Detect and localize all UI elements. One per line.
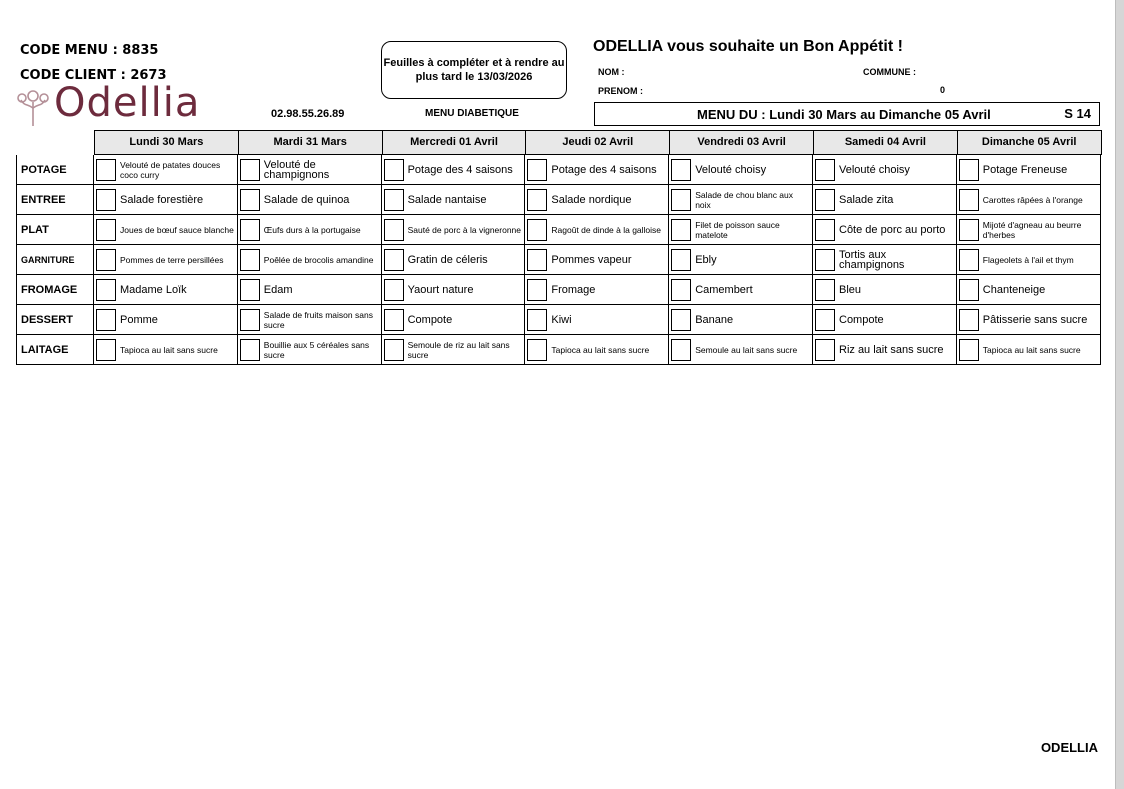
- choice-checkbox[interactable]: [815, 189, 835, 211]
- choice-checkbox[interactable]: [96, 339, 116, 361]
- row-label: PLAT: [16, 215, 94, 245]
- dish-name: Salade zita: [839, 194, 894, 206]
- code-client: CODE CLIENT : 2673: [20, 68, 167, 83]
- row-label: DESSERT: [16, 305, 94, 335]
- choice-checkbox[interactable]: [959, 279, 979, 301]
- menu-cell: [669, 335, 813, 365]
- choice-checkbox[interactable]: [527, 189, 547, 211]
- dish-name: Riz au lait sans sucre: [839, 344, 944, 356]
- menu-period: MENU DU : Lundi 30 Mars au Dimanche 05 Avril: [697, 107, 991, 122]
- dish-name: Ebly: [695, 254, 717, 266]
- dish-name: Salade forestière: [120, 194, 204, 206]
- menu-cell: [525, 245, 669, 275]
- dish-name: Fromage: [551, 284, 596, 296]
- choice-checkbox[interactable]: [959, 339, 979, 361]
- menu-cell: [525, 305, 669, 335]
- choice-checkbox[interactable]: [527, 279, 547, 301]
- menu-cell: [813, 215, 957, 245]
- code-menu: CODE MENU : 8835: [20, 43, 159, 58]
- menu-cell: [238, 155, 382, 185]
- dish-name: Kiwi: [551, 314, 572, 326]
- menu-cell: [957, 245, 1101, 275]
- dish-name: Velouté choisy: [839, 164, 910, 176]
- choice-checkbox[interactable]: [96, 249, 116, 271]
- dish-name: Pomme: [120, 314, 158, 326]
- menu-cell: [94, 215, 238, 245]
- dish-name: Pâtisserie sans sucre: [982, 314, 1088, 326]
- dish-name: Salade nordique: [551, 194, 632, 206]
- day-header-jeudi-02-avril: Jeudi 02 Avril: [525, 130, 670, 155]
- menu-cell: [669, 215, 813, 245]
- choice-checkbox[interactable]: [527, 339, 547, 361]
- dish-name: Carottes râpées à l'orange: [982, 195, 1083, 205]
- menu-row-plat: [16, 215, 1101, 245]
- menu-cell: [957, 335, 1101, 365]
- choice-checkbox[interactable]: [96, 219, 116, 241]
- menu-cell: [238, 305, 382, 335]
- phone-number: 02.98.55.26.89: [271, 108, 345, 120]
- choice-checkbox[interactable]: [671, 249, 691, 271]
- choice-checkbox[interactable]: [959, 219, 979, 241]
- dish-name: Yaourt nature: [407, 284, 474, 296]
- choice-checkbox[interactable]: [96, 279, 116, 301]
- dish-name: Ragoût de dinde à la galloise: [551, 225, 662, 235]
- choice-checkbox[interactable]: [959, 159, 979, 181]
- dish-name: Camembert: [695, 284, 753, 296]
- menu-cell: [94, 155, 238, 185]
- commune-label: COMMUNE :: [863, 67, 916, 77]
- dish-name: Semoule au lait sans sucre: [695, 345, 798, 355]
- choice-checkbox[interactable]: [671, 279, 691, 301]
- choice-checkbox[interactable]: [527, 249, 547, 271]
- menu-cell: [238, 335, 382, 365]
- week-number: S 14: [1064, 106, 1091, 121]
- tree-icon: [16, 88, 50, 128]
- row-label: POTAGE: [16, 155, 94, 185]
- menu-period-box: [594, 102, 1100, 126]
- choice-checkbox[interactable]: [671, 219, 691, 241]
- choice-checkbox[interactable]: [384, 309, 404, 331]
- choice-checkbox[interactable]: [384, 249, 404, 271]
- menu-cell: [238, 245, 382, 275]
- dish-name: Semoule de riz au lait sans sucre: [407, 340, 510, 360]
- menu-cell: [813, 245, 957, 275]
- dish-name: Salade de chou blanc aux noix: [695, 190, 794, 210]
- dish-name: Sauté de porc à la vigneronne: [407, 225, 522, 235]
- menu-cell: [813, 305, 957, 335]
- dish-name: Compote: [407, 314, 453, 326]
- dish-name: Compote: [839, 314, 884, 326]
- row-label: GARNITURE: [16, 245, 94, 275]
- choice-checkbox[interactable]: [96, 189, 116, 211]
- menu-cell: [813, 335, 957, 365]
- menu-cell: [94, 275, 238, 305]
- menu-cell: [813, 155, 957, 185]
- menu-cell: [94, 185, 238, 215]
- day-header-dimanche-05-avril: Dimanche 05 Avril: [957, 130, 1102, 155]
- day-header-lundi-30-mars: Lundi 30 Mars: [94, 130, 239, 155]
- dish-name: Edam: [263, 284, 293, 296]
- menu-cell: [238, 185, 382, 215]
- menu-cell: [813, 185, 957, 215]
- menu-row-potage: [16, 155, 1101, 185]
- menu-cell: [525, 155, 669, 185]
- menu-cell: [813, 275, 957, 305]
- day-header-vendredi-03-avril: Vendredi 03 Avril: [669, 130, 814, 155]
- dish-name: Pommes vapeur: [551, 254, 632, 266]
- prenom-label: PRENOM :: [598, 86, 643, 96]
- choice-checkbox[interactable]: [96, 309, 116, 331]
- dish-name: Potage Freneuse: [982, 164, 1068, 176]
- choice-checkbox[interactable]: [384, 339, 404, 361]
- day-header-mardi-31-mars: Mardi 31 Mars: [238, 130, 383, 155]
- menu-cell: [94, 245, 238, 275]
- menu-cell: [525, 335, 669, 365]
- dish-name: Tapioca au lait sans sucre: [120, 345, 218, 355]
- menu-cell: [94, 335, 238, 365]
- dish-name: Pommes de terre persillées: [120, 255, 224, 265]
- menu-cell: [669, 275, 813, 305]
- menu-type: MENU DIABETIQUE: [425, 108, 519, 119]
- choice-checkbox[interactable]: [815, 339, 835, 361]
- dish-name: Tapioca au lait sans sucre: [982, 345, 1081, 355]
- dish-name: Tortis aux champignons: [839, 249, 905, 271]
- dish-name: Joues de bœuf sauce blanche: [120, 225, 234, 235]
- dish-name: Velouté de patates douces coco curry: [120, 160, 221, 180]
- menu-cell: [525, 215, 669, 245]
- dish-name: Filet de poisson sauce matelote: [695, 220, 780, 240]
- menu-cell: [382, 335, 526, 365]
- choice-checkbox[interactable]: [240, 279, 260, 301]
- commune-value: 0: [940, 85, 946, 95]
- menu-cell: [525, 275, 669, 305]
- choice-checkbox[interactable]: [384, 189, 404, 211]
- dish-name: Potage des 4 saisons: [407, 164, 513, 176]
- choice-checkbox[interactable]: [815, 219, 835, 241]
- choice-checkbox[interactable]: [527, 159, 547, 181]
- menu-cell: [669, 185, 813, 215]
- choice-checkbox[interactable]: [815, 309, 835, 331]
- choice-checkbox[interactable]: [384, 219, 404, 241]
- day-header-mercredi-01-avril: Mercredi 01 Avril: [382, 130, 527, 155]
- dish-name: Salade nantaise: [407, 194, 487, 206]
- choice-checkbox[interactable]: [96, 159, 116, 181]
- odellia-logo: [16, 80, 216, 130]
- choice-checkbox[interactable]: [527, 219, 547, 241]
- menu-cell: [957, 215, 1101, 245]
- choice-checkbox[interactable]: [815, 159, 835, 181]
- dish-name: Velouté de champignons: [263, 159, 330, 181]
- menu-cell: [238, 275, 382, 305]
- dish-name: Poêlée de brocolis amandine: [263, 255, 374, 265]
- nom-label: NOM :: [598, 67, 625, 77]
- menu-cell: [382, 185, 526, 215]
- dish-name: Gratin de céleris: [407, 254, 488, 266]
- dish-name: Bouillie aux 5 céréales sans sucre: [263, 340, 370, 360]
- scrollbar[interactable]: [1115, 0, 1124, 789]
- menu-row-entree: [16, 185, 1101, 215]
- footer-brand: ODELLIA: [1040, 740, 1098, 755]
- choice-checkbox[interactable]: [815, 249, 835, 271]
- menu-cell: [957, 305, 1101, 335]
- choice-checkbox[interactable]: [959, 249, 979, 271]
- menu-cell: [669, 155, 813, 185]
- choice-checkbox[interactable]: [384, 159, 404, 181]
- menu-row-laitage: [16, 335, 1101, 365]
- dish-name: Potage des 4 saisons: [551, 164, 657, 176]
- dish-name: Madame Loïk: [120, 284, 187, 296]
- choice-checkbox[interactable]: [240, 159, 260, 181]
- dish-name: Mijoté d'agneau au beurre d'herbes: [982, 220, 1082, 240]
- menu-cell: [382, 245, 526, 275]
- dish-name: Velouté choisy: [695, 164, 767, 176]
- menu-cell: [382, 305, 526, 335]
- menu-row-dessert: [16, 305, 1101, 335]
- choice-checkbox[interactable]: [671, 189, 691, 211]
- dish-name: Salade de quinoa: [263, 194, 350, 206]
- menu-cell: [382, 275, 526, 305]
- row-label: LAITAGE: [16, 335, 94, 365]
- logo-text: Odellia: [54, 80, 201, 126]
- row-label: ENTREE: [16, 185, 94, 215]
- menu-row-garniture: [16, 245, 1101, 275]
- menu-cell: [94, 305, 238, 335]
- dish-name: Œufs durs à la portugaise: [263, 225, 361, 235]
- choice-checkbox[interactable]: [240, 309, 260, 331]
- choice-checkbox[interactable]: [240, 339, 260, 361]
- choice-checkbox[interactable]: [527, 309, 547, 331]
- dish-name: Salade de fruits maison sans sucre: [263, 310, 373, 330]
- choice-checkbox[interactable]: [240, 249, 260, 271]
- dish-name: Chanteneige: [982, 284, 1046, 296]
- menu-cell: [238, 215, 382, 245]
- choice-checkbox[interactable]: [240, 189, 260, 211]
- dish-name: Tapioca au lait sans sucre: [551, 345, 650, 355]
- row-label: FROMAGE: [16, 275, 94, 305]
- menu-cell: [957, 275, 1101, 305]
- choice-checkbox[interactable]: [959, 189, 979, 211]
- choice-checkbox[interactable]: [671, 339, 691, 361]
- dish-name: Banane: [695, 314, 734, 326]
- menu-cell: [525, 185, 669, 215]
- menu-cell: [669, 305, 813, 335]
- menu-cell: [669, 245, 813, 275]
- dish-name: Bleu: [839, 284, 862, 296]
- greeting: ODELLIA vous souhaite un Bon Appétit !: [593, 38, 903, 55]
- menu-cell: [382, 155, 526, 185]
- dish-name: Flageolets à l'ail et thym: [982, 255, 1074, 265]
- day-header-samedi-04-avril: Samedi 04 Avril: [813, 130, 958, 155]
- choice-checkbox[interactable]: [240, 219, 260, 241]
- menu-row-fromage: [16, 275, 1101, 305]
- choice-checkbox[interactable]: [959, 309, 979, 331]
- choice-checkbox[interactable]: [815, 279, 835, 301]
- notice-box: Feuilles à compléter et à rendre au plus tard le 13/03/2026: [381, 41, 567, 99]
- menu-cell: [957, 155, 1101, 185]
- choice-checkbox[interactable]: [671, 159, 691, 181]
- choice-checkbox[interactable]: [384, 279, 404, 301]
- menu-cell: [957, 185, 1101, 215]
- dish-name: Côte de porc au porto: [839, 224, 946, 236]
- choice-checkbox[interactable]: [671, 309, 691, 331]
- menu-cell: [382, 215, 526, 245]
